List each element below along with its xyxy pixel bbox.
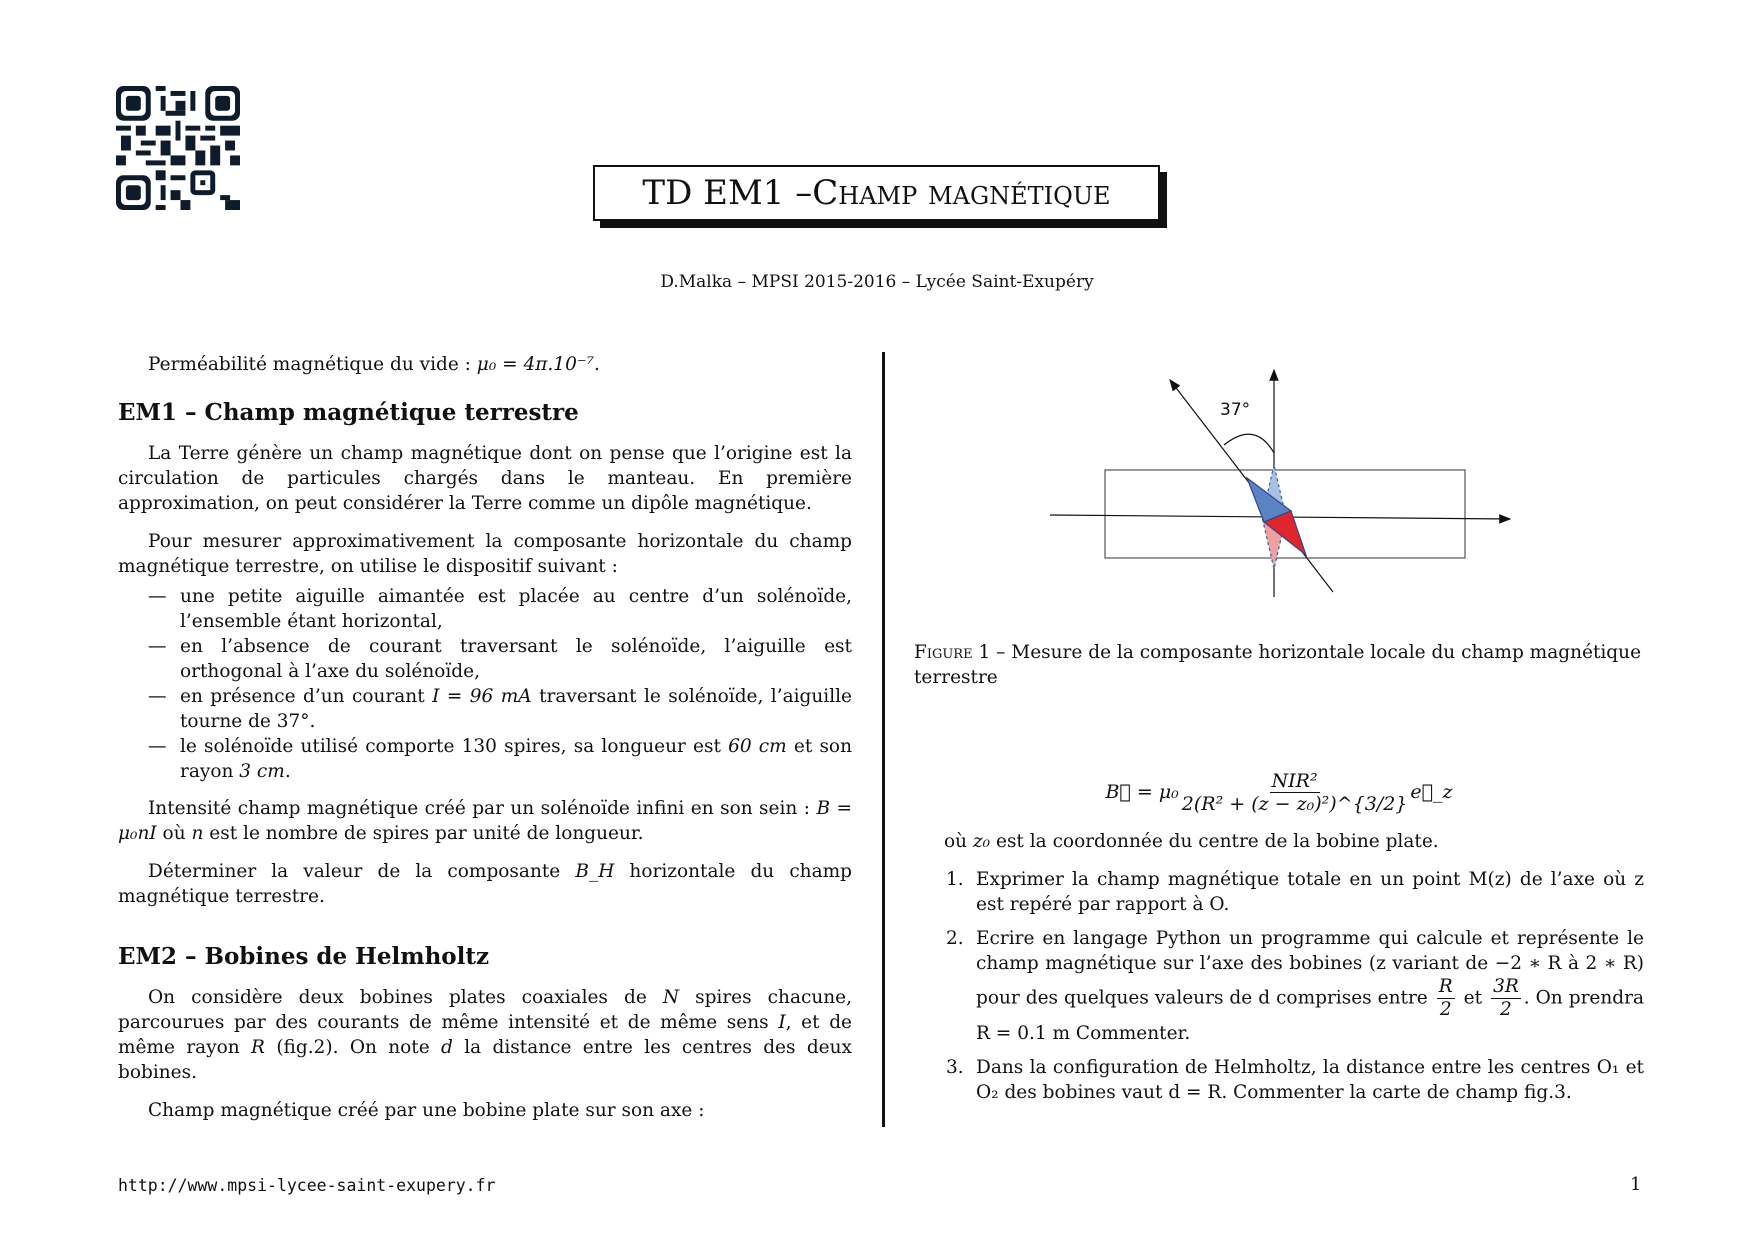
text: où — [156, 823, 192, 844]
angle-label: 37° — [1220, 400, 1251, 420]
left-column — [118, 352, 852, 1136]
math: d — [441, 1037, 453, 1058]
text: traversant le solénoïde, l’aiguille tourne de 37°. — [180, 686, 853, 732]
em2-heading: EM2 – Bobines de Helmholtz — [118, 943, 490, 970]
qr-code — [116, 86, 240, 210]
math: B_H — [575, 861, 615, 882]
text: Déterminer la valeur de la composante — [148, 861, 576, 882]
eq-denominator: 2(R² + (z − z₀)²)^{3/2} — [1181, 793, 1408, 815]
fraction — [1491, 976, 1521, 1021]
eq-lhs: B⃗ = μ₀ — [1105, 781, 1179, 803]
text: Ecrire en langage Python un programme qui calcule et représente le champ magnétique sur l’axe des bobines (z variant de −2 ∗ R à 2 ∗ R) pour des quelques valeurs de d comprises entre — [976, 928, 1644, 1009]
em2-p1 — [118, 985, 852, 1085]
text: Intensité champ magnétique créé par un solénoïde infini en son sein : — [148, 798, 817, 819]
text: le solénoïde utilisé comporte 130 spires, sa longueur est — [180, 736, 729, 757]
intro-text: Perméabilité magnétique du vide : — [148, 354, 477, 375]
text: horizontale du champ magnétique terrestre. — [118, 861, 853, 907]
footer-url-link[interactable]: http://www.mpsi-lycee-saint-exupery.fr — [118, 1176, 496, 1195]
page-number: 1 — [1630, 1174, 1642, 1195]
subtitle: D.Malka – MPSI 2015-2016 – Lycée Saint-Exupéry — [660, 272, 1094, 292]
caption-text: – Mesure de la composante horizontale locale du champ magnétique terrestre — [914, 642, 1642, 688]
em1-list — [118, 584, 852, 784]
eq-fraction — [1182, 770, 1408, 815]
list-item: — une petite aiguille aimantée est placée au centre d’un solénoïde, l’ensemble étant horizontal, — [118, 584, 852, 634]
text: . On prendra R = 0.1 m Commenter. — [976, 987, 1644, 1044]
eq-numerator: NIR² — [1271, 770, 1318, 792]
text: en présence d’un courant — [180, 686, 433, 707]
numerator: R — [1438, 976, 1453, 997]
math: I = 96 mA — [432, 686, 532, 707]
figure-1-diagram — [1050, 365, 1520, 605]
question-list — [914, 867, 1644, 1105]
text: et son rayon — [180, 736, 852, 782]
list-item: — en l’absence de courant traversant le solénoïde, l’aiguille est orthogonal à l’axe du solénoïde, — [118, 634, 852, 684]
text: Exprimer la champ magnétique totale en un point M(z) de l’axe où z est repéré par rapport à O. — [976, 869, 1644, 915]
em2-p2: Champ magnétique créé par une bobine plate sur son axe : — [148, 1100, 705, 1121]
fraction — [1437, 976, 1455, 1021]
em1-p4 — [118, 859, 852, 909]
title-plain: TD EM1 – — [642, 173, 813, 213]
list-item — [914, 1055, 1644, 1105]
list-item — [914, 926, 1644, 1046]
text: Dans la configuration de Helmholtz, la distance entre les centres O₁ et O₂ des bobines vaut d = R. Commenter la carte de champ fig.3. — [976, 1057, 1644, 1103]
em1-p2: Pour mesurer approximativement la composante horizontale du champ magnétique terrestre, on utilise le dispositif suivant : — [118, 531, 852, 577]
where-paragraph — [914, 829, 1644, 854]
list-item — [914, 867, 1644, 917]
math: N — [662, 987, 680, 1008]
text: spires chacune, parcourues par des courants de même intensité et de même sens — [118, 987, 852, 1033]
math: 3 cm — [239, 761, 285, 782]
text: On considère deux bobines plates coaxiales de — [148, 987, 663, 1008]
text: la distance entre les centres des deux bobines. — [118, 1037, 852, 1083]
item-number: 1. — [946, 869, 964, 890]
item-number: 3. — [946, 1057, 964, 1078]
denominator: 2 — [1500, 999, 1512, 1020]
math: 60 cm — [728, 736, 787, 757]
math: I — [778, 1012, 786, 1033]
text: est le nombre de spires par unité de longueur. — [203, 823, 644, 844]
title-small-caps: Champ magnétique — [812, 173, 1111, 213]
equation-bobine — [914, 770, 1644, 815]
intro-paragraph — [118, 352, 852, 377]
text: est la coordonnée du centre de la bobine plate. — [990, 831, 1439, 852]
em1-p3 — [118, 796, 852, 846]
math: B = μ₀nI — [118, 798, 852, 844]
text: (fig.2). On note — [264, 1037, 442, 1058]
intro-math: μ₀ = 4π.10⁻⁷. — [476, 354, 600, 375]
text: et — [1457, 987, 1489, 1009]
em1-p1: La Terre génère un champ magnétique dont on pense que l’origine est la circulation de particules chargés dans le manteau. En première approximation, on peut considérer la Terre comme un dipôle magnétique. — [118, 443, 852, 514]
item-number: 2. — [946, 928, 964, 949]
list-item — [118, 734, 852, 784]
eq-rhs: e⃗_z — [1410, 781, 1453, 803]
text: où — [944, 831, 973, 852]
numerator: 3R — [1493, 976, 1519, 997]
list-item — [118, 684, 852, 734]
em1-heading: EM1 – Champ magnétique terrestre — [118, 399, 579, 426]
caption-label: Figure 1 — [914, 642, 991, 663]
column-divider — [882, 352, 885, 1127]
text: , et de même rayon — [118, 1012, 852, 1058]
denominator: 2 — [1439, 999, 1452, 1020]
math: R — [251, 1037, 265, 1058]
right-column — [914, 730, 1644, 1114]
figure-1-caption — [914, 640, 1644, 690]
math: z₀ — [972, 831, 991, 852]
angle-arc — [1224, 434, 1274, 453]
text: . — [284, 761, 291, 782]
math: n — [191, 823, 204, 844]
page-title — [593, 165, 1160, 221]
